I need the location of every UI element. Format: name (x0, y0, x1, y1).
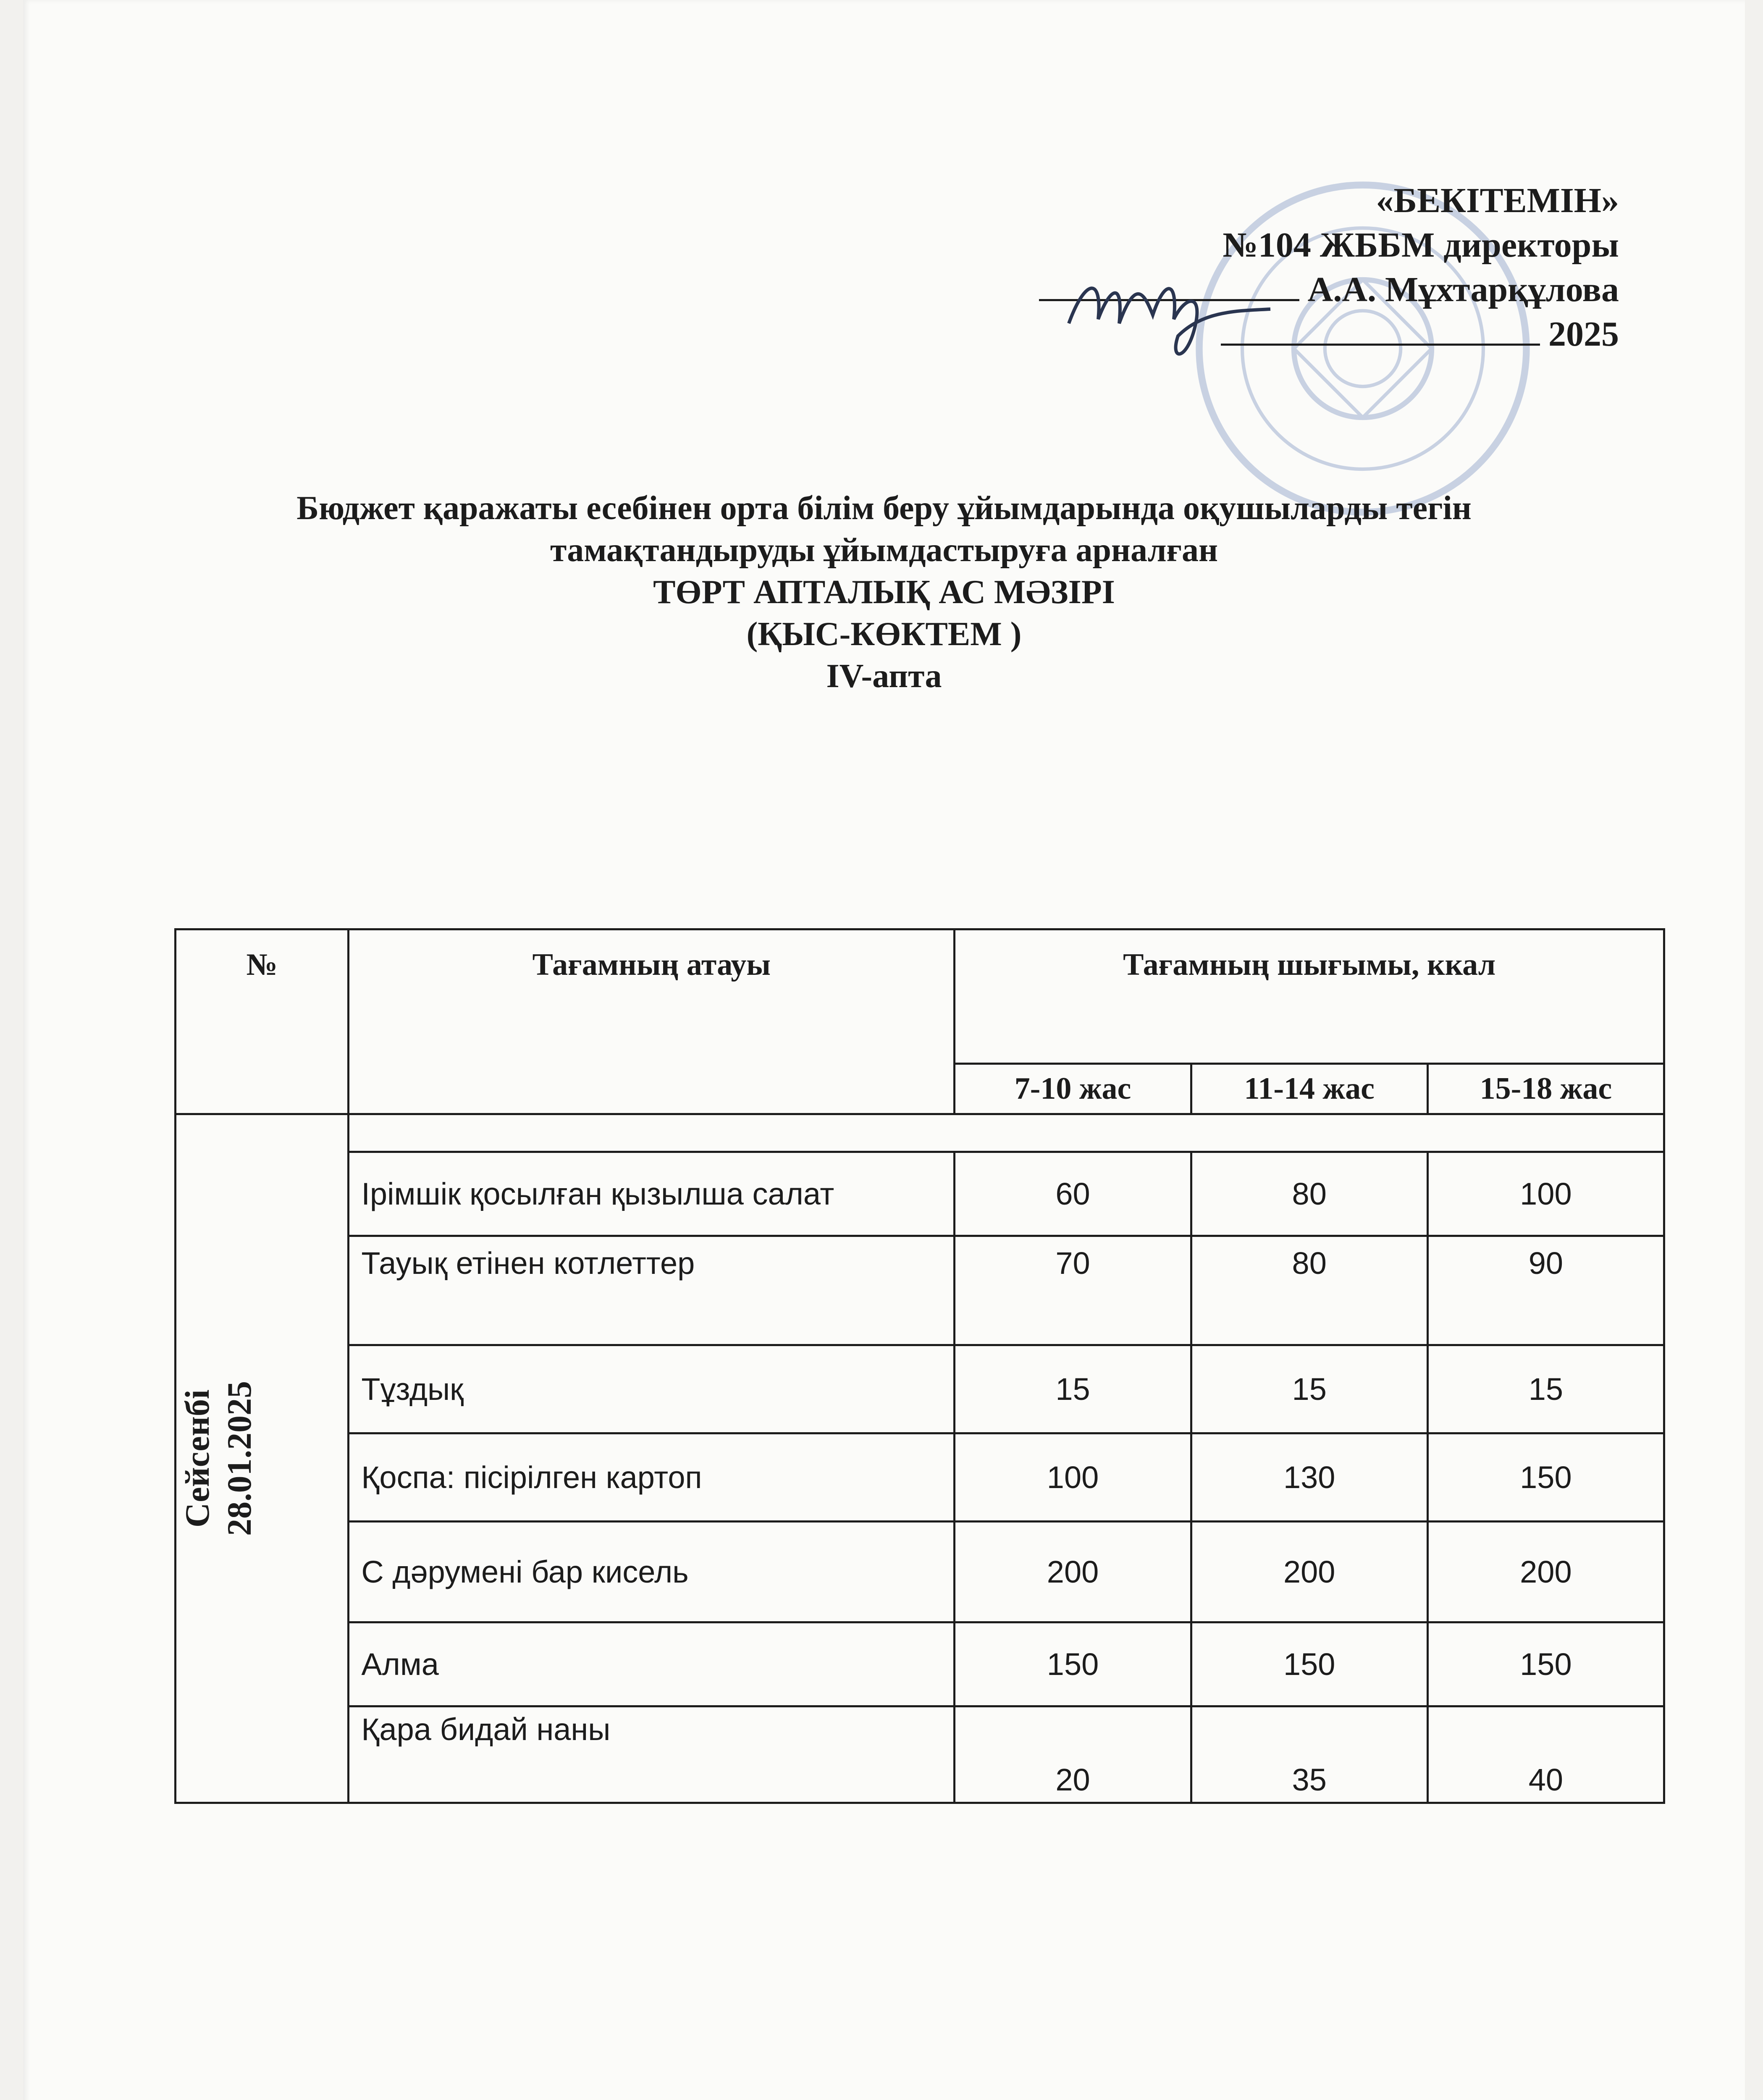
title-line-3: ТӨРТ АПТАЛЫҚ АС МӘЗІРІ (653, 574, 1115, 611)
approval-year: 2025 (1548, 315, 1619, 354)
kcal-7-10: 100 (955, 1433, 1191, 1522)
table-row (176, 1152, 1664, 1236)
title-line-2: тамақтандыруды ұйымдастыруға арналған (550, 532, 1218, 569)
dish-name: Алма (349, 1622, 955, 1706)
menu-table (174, 928, 1665, 1804)
age-15-18: 15-18 жас (1427, 1064, 1664, 1114)
kcal-11-14: 200 (1191, 1522, 1427, 1622)
header-row (176, 929, 1664, 1064)
director-signature (1060, 244, 1279, 370)
kcal-11-14: 35 (1191, 1706, 1427, 1803)
kcal-11-14: 80 (1191, 1152, 1427, 1236)
kcal-7-10: 150 (955, 1622, 1191, 1706)
kcal-15-18: 150 (1427, 1433, 1664, 1522)
col-yield: Тағамның шығымы, ккал (955, 929, 1664, 1064)
dish-name: Тауық етінен котлеттер (349, 1236, 955, 1345)
kcal-7-10: 70 (955, 1236, 1191, 1345)
kcal-15-18: 200 (1427, 1522, 1664, 1622)
kcal-15-18: 100 (1427, 1152, 1664, 1236)
approval-name: А.А. Мұхтарқұлова (1307, 270, 1619, 309)
approval-title: «БЕКІТЕМІН» (1376, 181, 1619, 220)
table-row (176, 1345, 1664, 1433)
dish-name: Қара бидай наны (349, 1706, 955, 1803)
age-7-10: 7-10 жас (955, 1064, 1191, 1114)
approval-org: №104 ЖББМ директоры (1223, 226, 1619, 265)
title-line-1: Бюджет қаражаты есебінен орта білім беру ұйымдарында оқушыларды тегін (296, 490, 1472, 527)
kcal-15-18: 150 (1427, 1622, 1664, 1706)
day-spacer-row (176, 1114, 1664, 1152)
table-row (176, 1236, 1664, 1345)
dish-name: Тұздық (349, 1345, 955, 1433)
day-date: 28.01.2025 (220, 1381, 258, 1536)
day-label (176, 1381, 260, 1536)
dish-name: С дәрумені бар кисель (349, 1522, 955, 1622)
title-line-5: IV-апта (826, 658, 942, 695)
kcal-11-14: 80 (1191, 1236, 1427, 1345)
kcal-11-14: 150 (1191, 1622, 1427, 1706)
document-title (23, 487, 1745, 697)
kcal-7-10: 60 (955, 1152, 1191, 1236)
kcal-15-18: 90 (1427, 1236, 1664, 1345)
table-row (176, 1706, 1664, 1803)
document-page (23, 0, 1745, 2100)
kcal-11-14: 15 (1191, 1345, 1427, 1433)
table-row (176, 1433, 1664, 1522)
kcal-7-10: 200 (955, 1522, 1191, 1622)
kcal-15-18: 40 (1427, 1706, 1664, 1803)
table-row (176, 1522, 1664, 1622)
age-11-14: 11-14 жас (1191, 1064, 1427, 1114)
kcal-7-10: 15 (955, 1345, 1191, 1433)
dish-name: Ірімшік қосылған қызылша салат (349, 1152, 955, 1236)
title-line-4: (ҚЫС-КӨКТЕМ ) (746, 616, 1022, 653)
kcal-15-18: 15 (1427, 1345, 1664, 1433)
day-cell (176, 1114, 349, 1803)
kcal-7-10: 20 (955, 1706, 1191, 1803)
table-row (176, 1622, 1664, 1706)
spacer-cell (349, 1114, 1664, 1152)
dish-name: Қоспа: пісірілген картоп (349, 1433, 955, 1522)
col-dish-name: Тағамның атауы (349, 929, 955, 1114)
kcal-11-14: 130 (1191, 1433, 1427, 1522)
col-number: № (176, 929, 349, 1114)
day-name: Сейсенбі (178, 1389, 216, 1528)
